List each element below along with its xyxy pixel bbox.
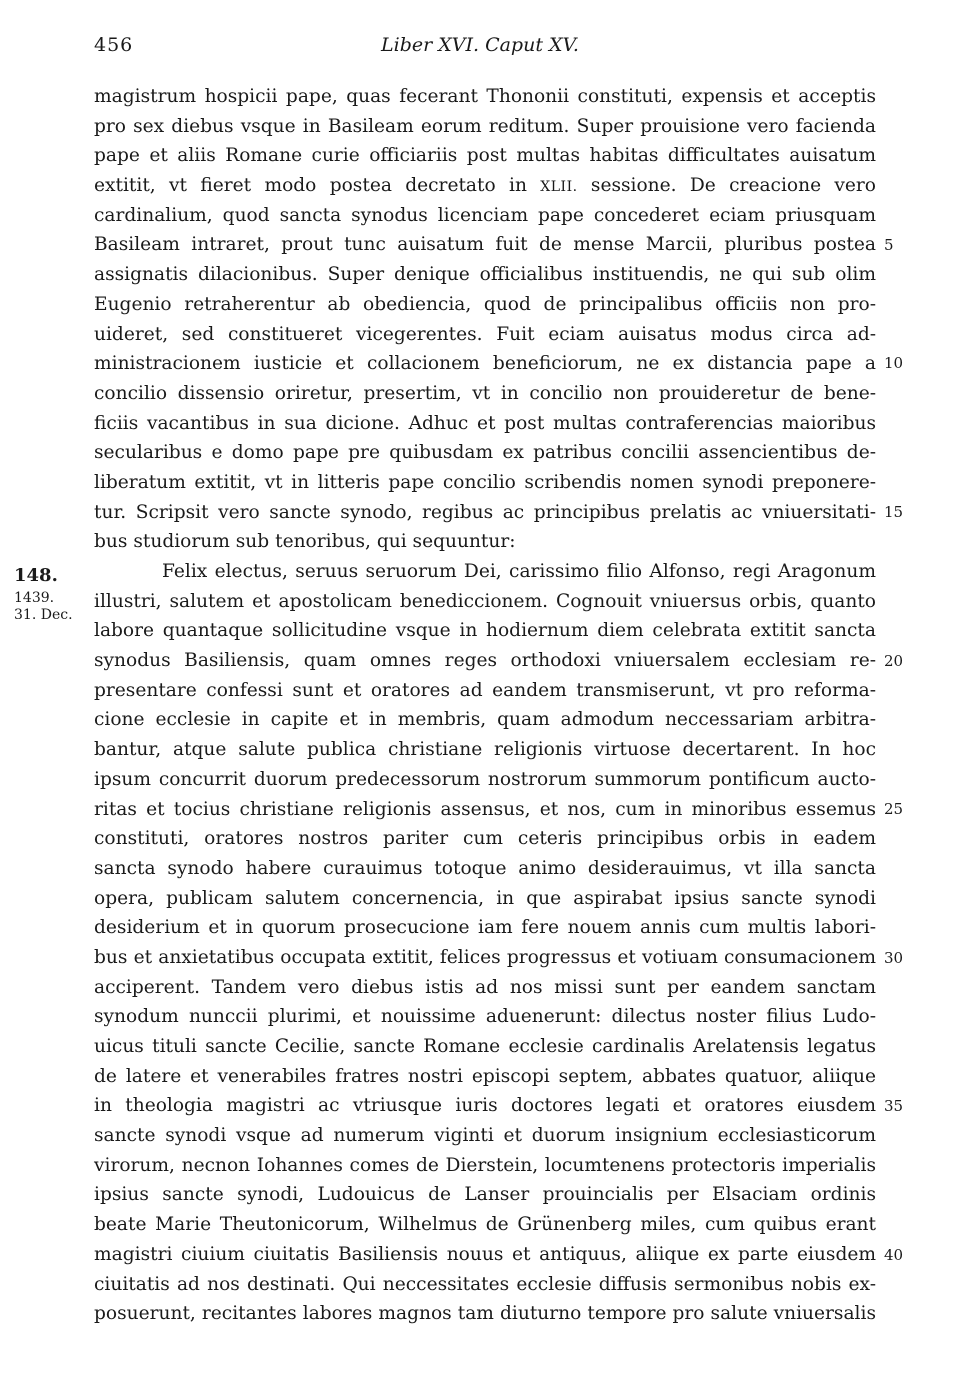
- text-line: Eugenio retraherentur ab obediencia, quod de principalibus officiis non pro-: [94, 293, 876, 315]
- text-line: [94, 171, 876, 201]
- text-line: tur. Scripsit vero sancte synodo, regibus ac principibus prelatis ac vniuersitati-: [94, 501, 876, 523]
- text-line: beate Marie Theutonicorum, Wilhelmus de Grünenberg miles, cum quibus erant: [94, 1214, 876, 1236]
- margin-doc-number: 148.: [14, 565, 58, 586]
- text-line: bus studiorum sub tenoribus, qui sequuntur:: [94, 531, 516, 553]
- text-line: constituti, oratores nostros pariter cum ceteris principibus orbis in eadem: [94, 828, 876, 850]
- text-line: presentare confessi sunt et oratores ad eandem transmiserunt, vt pro reforma-: [94, 679, 876, 701]
- text-line: magistri ciuium ciuitatis Basiliensis nouus et antiquus, aliique ex parte eiusdem: [94, 1243, 876, 1265]
- text-line: ministracionem iusticie et collacionem beneficiorum, ne ex distancia pape a: [94, 353, 876, 375]
- text-line: bus et anxietatibus occupata extitit, felices progressus et votiuam consumacionem: [94, 946, 876, 968]
- running-head: Liber XVI. Caput XV.: [381, 34, 579, 56]
- text-line: posuerunt, recitantes labores magnos tam diuturno tempore pro salute vniuersalis: [94, 1303, 876, 1325]
- line-number-20: 20: [884, 651, 904, 670]
- text-line: assignatis dilacionibus. Super denique officialibus instituendis, ne qui sub olim: [94, 264, 876, 286]
- page-number: 456: [94, 34, 134, 56]
- text-line: liberatum extitit, vt in litteris pape concilio scribendis nomen synodi preponere-: [94, 471, 876, 493]
- margin-date: 31. Dec.: [14, 607, 73, 623]
- line-number-40: 40: [884, 1245, 904, 1264]
- text-line: magistrum hospicii pape, quas fecerant Thononii constituti, expensis et acceptis: [94, 86, 876, 107]
- text-line: secularibus e domo pape pre quibusdam ex patribus concilii assencientibus de-: [94, 442, 876, 464]
- text-line: Felix electus, seruus seruorum Dei, carissimo filio Alfonso, regi Aragonum: [162, 561, 876, 582]
- text-line: synodum nunccii plurimi, et nouissime aduenerunt: dilectus noster filius Ludo-: [94, 1006, 876, 1028]
- text-line: pape et aliis Romane curie officiariis post multas habitas difficultates auisatum: [94, 145, 876, 167]
- margin-year: 1439.: [14, 590, 55, 606]
- text-line: de latere et venerabiles fratres nostri episcopi septem, abbates quatuor, aliique: [94, 1065, 876, 1087]
- text-line: sancta synodo habere curauimus totoque animo desiderauimus, vt illa sancta: [94, 857, 876, 879]
- text-line: uideret, sed constitueret vicegerentes. Fuit eciam auisatus modus circa ad-: [94, 323, 876, 345]
- line-number-25: 25: [884, 800, 904, 818]
- text-line: opera, publicam salutem concernencia, in que aspirabat ipsius sancte synodi: [94, 887, 876, 909]
- line-number-15: 15: [884, 503, 904, 521]
- text-line-tail: sessione. De creacione vero: [590, 175, 876, 197]
- text-line: labore quantaque sollicitudine vsque in hodiernum diem celebrata extitit sancta: [94, 620, 876, 642]
- text-line: virorum, necnon Iohannes comes de Dierstein, locumtenens protectoris imperialis: [94, 1154, 876, 1176]
- text-line: cione ecclesie in capite et in membris, quam admodum neccessariam arbitra-: [94, 709, 876, 731]
- text-line: Basileam intraret, prout tunc auisatum fuit de mense Marcii, pluribus postea: [94, 234, 876, 256]
- text-line: ritas et tocius christiane religionis assensus, et nos, cum in minoribus essemus: [94, 798, 876, 820]
- text-line: illustri, salutem et apostolicam benediccionem. Cognouit vniuersus orbis, quanto: [94, 590, 876, 612]
- text-line: ciuitatis ad nos destinati. Qui neccessitates ecclesie diffusis sermonibus nobis ex-: [94, 1273, 876, 1295]
- text-line: ipsum concurrit duorum predecessorum nostrorum summorum pontificum aucto-: [94, 768, 876, 790]
- text-line: in theologia magistri ac vtriusque iuris doctores legati et oratores eiusdem: [94, 1095, 876, 1117]
- text-line: ipsius sancte synodi, Ludouicus de Lanser prouincialis per Elsaciam ordinis: [94, 1184, 876, 1206]
- main-text: [94, 82, 876, 1329]
- line-number-30: 30: [884, 948, 904, 967]
- text-line: ficiis vacantibus in sua dicione. Adhuc et post multas contraferencias maioribus: [94, 412, 876, 434]
- session-numeral: XLII.: [540, 179, 578, 196]
- line-number-35: 35: [884, 1097, 904, 1115]
- text-line: concilio dissensio oriretur, presertim, vt in concilio non prouideretur de bene-: [94, 382, 876, 404]
- text-line: sancte synodi vsque ad numerum viginti et duorum insignium ecclesiasticorum: [94, 1125, 876, 1147]
- text-line: uicus tituli sancte Cecilie, sancte Romane ecclesie cardinalis Arelatensis legatus: [94, 1036, 876, 1057]
- text-line: acciperent. Tandem vero diebus istis ad nos missi sunt per eandem sanctam: [94, 976, 876, 998]
- text-line: synodus Basiliensis, quam omnes reges orthodoxi vniuersalem ecclesiam re-: [94, 650, 876, 672]
- line-number-10: 10: [884, 354, 904, 373]
- line-number-5: 5: [884, 235, 894, 254]
- text-line: desiderium et in quorum prosecucione iam fere nouem annis cum multis labori-: [94, 917, 876, 939]
- text-line-head: extitit, vt fieret modo postea decretato in: [94, 175, 527, 197]
- text-line: pro sex diebus vsque in Basileam eorum reditum. Super prouisione vero facienda: [94, 115, 876, 137]
- text-line: bantur, atque salute publica christiane religionis virtuose decertarent. In hoc: [94, 739, 876, 761]
- text-line: cardinalium, quod sancta synodus licenciam pape concederet eciam priusquam: [94, 204, 876, 226]
